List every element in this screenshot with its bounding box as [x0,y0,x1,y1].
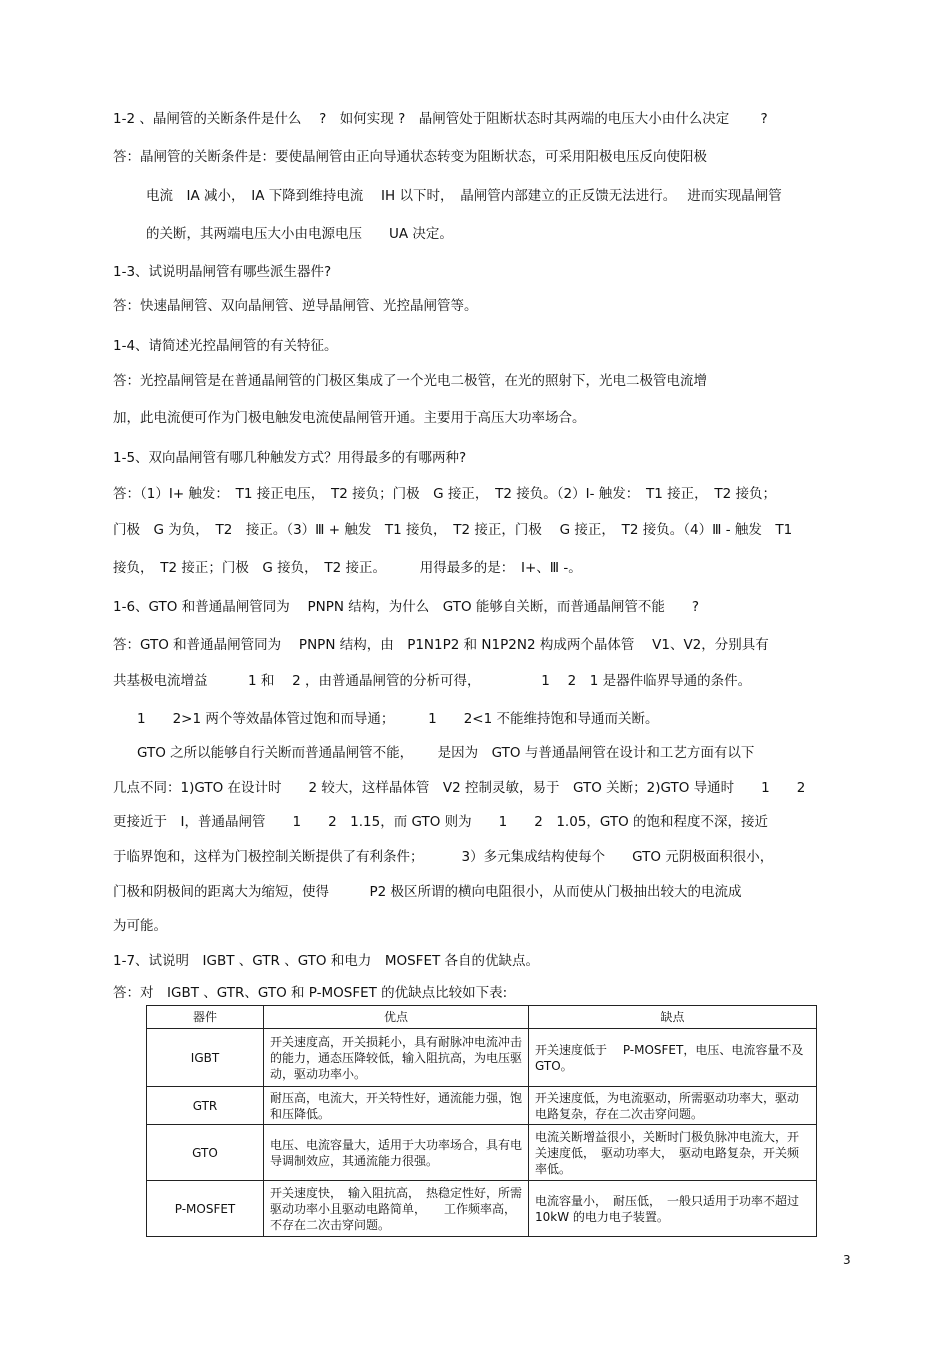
answer-1-5-line-3: 接负， T2 接正；门极 G 接负， T2 接正。 用得最多的是： I+、Ⅲ -。 [113,560,582,576]
question-1-6: 1-6、GTO 和普通晶闸管同为 PNPN 结构，为什么 GTO 能够自关断，而普通晶闸管不能 ? [113,599,700,615]
answer-1-5-line-1: 答：（1）I+ 触发： T1 接正电压， T2 接负；门极 G 接正， T2 接负。（2）I- 触发： T1 接正， T2 接负； [113,486,777,502]
page-number: 3 [843,1253,851,1267]
table-row [147,1087,817,1125]
table-row [147,1125,817,1181]
question-1-2: 1-2 、晶闸管的关断条件是什么 ? 如何实现 ? 晶闸管处于阻断状态时其两端的电压大小由什么决定 ? [113,111,768,127]
header-pros: 优点 [264,1006,529,1029]
answer-1-5-line-2: 门极 G 为负， T2 接正。（3）Ⅲ + 触发 T1 接负， T2 接正，门极 G 接正， T2 接负。（4）Ⅲ - 触发 T1 [113,522,793,538]
header-cons: 缺点 [529,1006,817,1029]
comparison-table [146,1005,817,1237]
device-cell: GTR [147,1087,264,1125]
answer-1-6-line-6: 更接近于 I，普通晶闸管 1 2 1.15，而 GTO 则为 1 2 1.05，GTO 的饱和程度不深，接近 [113,814,769,830]
question-1-7: 1-7、试说明 IGBT 、GTR 、GTO 和电力 MOSFET 各自的优缺点。 [113,953,540,969]
table-header-row [147,1006,817,1029]
question-1-4: 1-4、请简述光控晶闸管的有关特征。 [113,338,338,354]
answer-1-4-line-1: 答：光控晶闸管是在普通晶闸管的门极区集成了一个光电二极管，在光的照射下，光电二极管电流增 [113,373,707,389]
answer-1-6-line-3: 1 2>1 两个等效晶体管过饱和而导通； 1 2<1 不能维持饱和导通而关断。 [137,711,659,727]
cons-cell: 开关速度低，为电流驱动，所需驱动功率大，驱动电路复杂，存在二次击穿问题。 [529,1087,817,1125]
answer-1-6-line-5: 几点不同：1)GTO 在设计时 2 较大，这样晶体管 V2 控制灵敏，易于 GTO 关断；2)GTO 导通时 1 2 [113,780,806,796]
answer-1-6-line-9: 为可能。 [113,918,167,934]
pros-cell: 耐压高，电流大，开关特性好，通流能力强，饱和压降低。 [264,1087,529,1125]
answer-1-2-line-3: 的关断，其两端电压大小由电源电压 UA 决定。 [146,226,453,242]
answer-1-4-line-2: 加，此电流便可作为门极电触发电流使晶闸管开通。主要用于高压大功率场合。 [113,410,586,426]
table-row [147,1181,817,1237]
cons-cell: 开关速度低于 P-MOSFET，电压、电流容量不及 GTO。 [529,1029,817,1087]
pros-cell: 开关速度高，开关损耗小，具有耐脉冲电流冲击的能力，通态压降较低，输入阻抗高，为电压驱动，驱动功率小。 [264,1029,529,1087]
answer-1-7: 答：对 IGBT 、GTR、GTO 和 P-MOSFET 的优缺点比较如下表: [113,985,508,1001]
answer-1-6-line-1: 答：GTO 和普通晶闸管同为 PNPN 结构，由 P1N1P2 和 N1P2N2 构成两个晶体管 V1、V2，分别具有 [113,637,769,653]
answer-1-6-line-2: 共基极电流增益 1 和 2 ，由普通晶闸管的分析可得， 1 2 1 是器件临界导通的条件。 [113,673,752,689]
table-row [147,1029,817,1087]
cons-cell: 电流容量小， 耐压低， 一般只适用于功率不超过 10kW 的电力电子装置。 [529,1181,817,1237]
answer-1-3: 答：快速晶闸管、双向晶闸管、逆导晶闸管、光控晶闸管等。 [113,298,478,314]
answer-1-2-line-2: 电流 IA 减小， IA 下降到维持电流 IH 以下时， 晶闸管内部建立的正反馈无法进行。 进而实现晶闸管 [146,188,782,204]
question-1-3: 1-3、试说明晶闸管有哪些派生器件? [113,264,332,280]
answer-1-6-line-8: 门极和阴极间的距离大为缩短，使得 P2 极区所谓的横向电阻很小，从而使从门极抽出较大的电流成 [113,884,742,900]
pros-cell: 电压、电流容量大，适用于大功率场合，具有电导调制效应，其通流能力很强。 [264,1125,529,1181]
header-device: 器件 [147,1006,264,1029]
device-cell: IGBT [147,1029,264,1087]
cons-cell: 电流关断增益很小，关断时门极负脉冲电流大，开关速度低， 驱动功率大， 驱动电路复杂，开关频率低。 [529,1125,817,1181]
answer-1-6-line-4: GTO 之所以能够自行关断而普通晶闸管不能， 是因为 GTO 与普通晶闸管在设计和工艺方面有以下 [137,745,755,761]
answer-1-6-line-7: 于临界饱和，这样为门极控制关断提供了有利条件； 3）多元集成结构使每个 GTO 元阴极面积很小， [113,849,774,865]
answer-1-2-line-1: 答：晶闸管的关断条件是：要使晶闸管由正向导通状态转变为阻断状态，可采用阳极电压反向使阳极 [113,149,707,165]
device-cell: GTO [147,1125,264,1181]
device-cell: P-MOSFET [147,1181,264,1237]
question-1-5: 1-5、双向晶闸管有哪几种触发方式？用得最多的有哪两种? [113,450,467,466]
pros-cell: 开关速度快， 输入阻抗高， 热稳定性好，所需驱动功率小且驱动电路简单， 工作频率高，不存在二次击穿问题。 [264,1181,529,1237]
